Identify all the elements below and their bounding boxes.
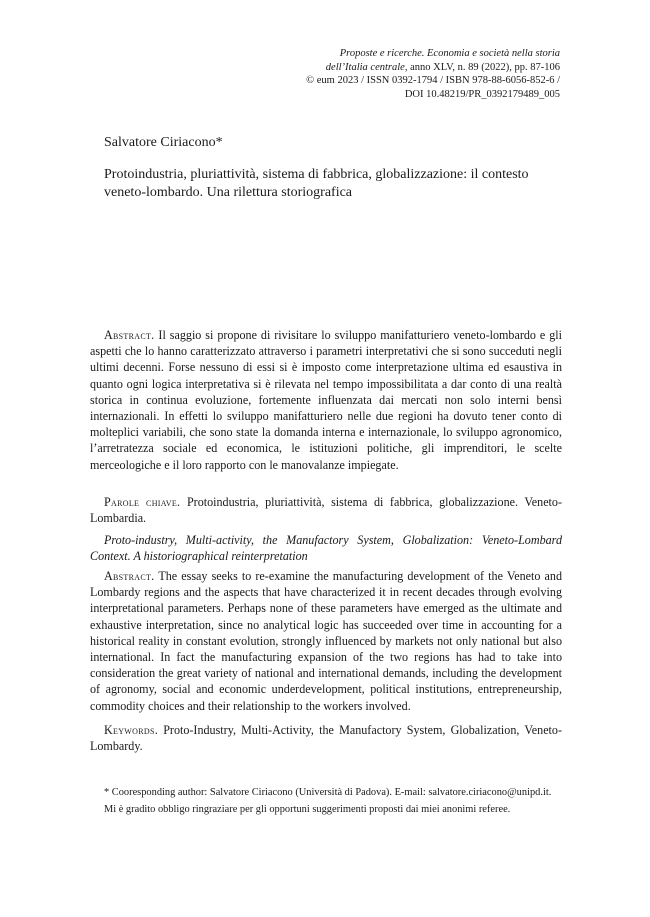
footnote-author: * Cooresponding author: Salvatore Ciriacono (Università di Padova). E-mail: salvatore.ciriacono@unipd.it. bbox=[104, 787, 552, 798]
footnotes bbox=[90, 786, 562, 817]
abstract-english-label: Abstract. bbox=[104, 569, 155, 583]
english-title: Proto-industry, Multi-activity, the Manufactory System, Globalization: Veneto-Lombard Context. A historiographical reinterpretation bbox=[90, 533, 562, 564]
keywords-english bbox=[90, 722, 562, 754]
footnote-acknowledgement: Mi è gradito obbligo ringraziare per gli opportuni suggerimenti proposti dai miei anonimi referee. bbox=[104, 804, 511, 815]
abstract-italian bbox=[90, 327, 562, 473]
abstract-italian-label: Abstract. bbox=[104, 328, 155, 342]
abstract-english bbox=[90, 568, 562, 714]
journal-name-line: Proposte e ricerche. Economia e società nella storia bbox=[339, 48, 560, 59]
journal-region: dell’Italia centrale bbox=[325, 61, 405, 73]
journal-issn-line: © eum 2023 / ISSN 0392-1794 / ISBN 978-88-6056-852-6 / bbox=[306, 75, 560, 86]
keywords-italian-label: Parole chiave. bbox=[104, 495, 181, 509]
journal-doi-line: DOI 10.48219/PR_0392179489_005 bbox=[404, 88, 560, 100]
abstract-italian-text: Il saggio si propone di rivisitare lo sviluppo manifatturiero veneto-lombardo e gli aspetti che lo hanno caratterizzato attraverso i parametri interpretativi che si sono succeduti negli ultimi decenni. Forse nessuno di essi si è imposto come interpretazione ultima ed esaustiva in quanto ogni logica interpretativa si è rilevata nel tempo impossibilitata a dar conto di una realtà storica in continua evoluzione, fortemente influenzata dai mercati non solo interni bensì internazionali. In effetti lo sviluppo manifatturiero nelle due regioni ha dovuto tener conto di molteplici variabili, che sono state la domanda interna e internazionale, lo sviluppo agronomico, l’arretratezza sociale ed economica, le istituzioni politiche, gli imprenditori, le scelte merceologiche e il loro rapporto con le manovalanze impiegate. bbox=[90, 328, 562, 472]
article-title: Protoindustria, pluriattività, sistema di fabbrica, globalizzazione: il contesto veneto-lombardo. Una rilettura storiografica bbox=[104, 167, 529, 200]
journal-citation bbox=[280, 47, 560, 101]
keywords-italian-text: Protoindustria, pluriattività, sistema di fabbrica, globalizzazione. Veneto-Lombardia. bbox=[90, 495, 562, 526]
abstract-english-text: The essay seeks to re-examine the manufacturing development of the Veneto and Lombardy regions and the aspects that have characterized it in recent decades through evolving interpretational parameters. Perhaps none of these parameters have emerged as the ultimate and exhaustive interpretation, since no analytical logic has succeeded over time in accounting for a historical reality in constant evolution, strongly influenced by markets not only national but also international. In fact the manufacturing expansion of the two regions has had to take into consideration the great variety of national and international demands, including the development of agronomy, social and economic underdevelopment, political institutions, entrepreneurship, commodity choices and their relationship to the workers involved. bbox=[90, 569, 562, 713]
keywords-italian bbox=[90, 494, 562, 526]
keywords-english-text: Proto-Industry, Multi-Activity, the Manufactory System, Globalization, Veneto-Lombardy. bbox=[90, 723, 562, 754]
journal-issue: , anno XLV, n. 89 (2022), pp. 87-106 bbox=[404, 61, 560, 73]
article-author: Salvatore Ciriacono* bbox=[104, 135, 223, 150]
keywords-english-label: Keywords. bbox=[104, 723, 159, 737]
journal-issue-line bbox=[280, 61, 560, 75]
